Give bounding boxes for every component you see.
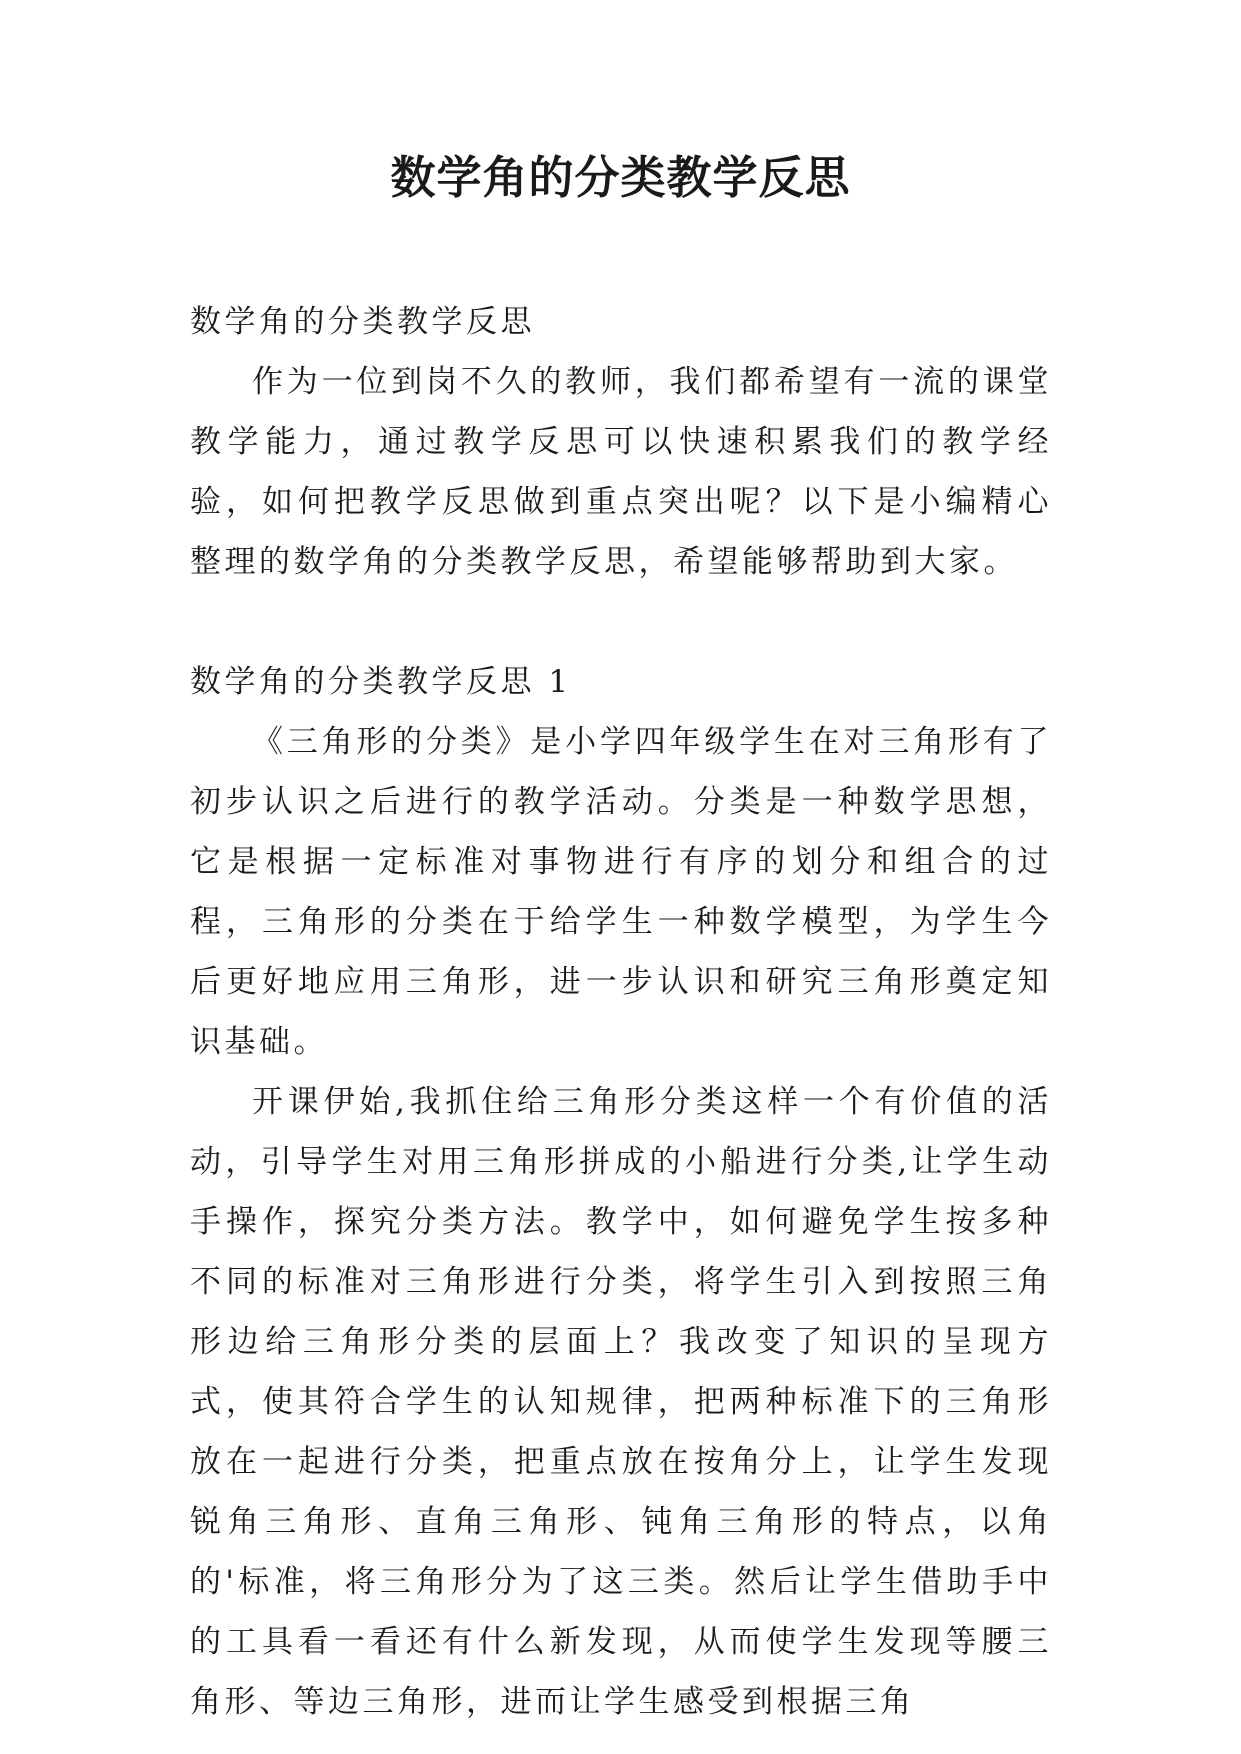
body-paragraph-2: 开课伊始,我抓住给三角形分类这样一个有价值的活动，引导学生对用三角形拼成的小船进行分类,让学生动手操作，探究分类方法。教学中，如何避免学生按多种不同的标准对三角形进行分类，将学生引入到按照三角形边给三角形分类的层面上？我改变了知识的呈现方式，使其符合学生的认知规律，把两种标准下的三角形放在一起进行分类，把重点放在按角分上，让学生发现锐角三角形、直角三角形、钝角三角形的特点，以角的'标准，将三角形分为了这三类。然后让学生借助手中的工具看一看还有什么新发现，从而使学生发现等腰三角形、等边三角形，进而让学生感受到根据三角 [190, 1084, 1052, 1720]
section-heading-intro: 数学角的分类教学反思 [190, 304, 535, 340]
section-heading-1: 数学角的分类教学反思 1 [190, 664, 572, 700]
intro-paragraph: 作为一位到岗不久的教师，我们都希望有一流的课堂教学能力，通过教学反思可以快速积累我们的教学经验，如何把教学反思做到重点突出呢？以下是小编精心整理的数学角的分类教学反思，希望能够帮助到大家。 [190, 364, 1052, 580]
body-paragraph-1: 《三角形的分类》是小学四年级学生在对三角形有了初步认识之后进行的教学活动。分类是一种数学思想，它是根据一定标准对事物进行有序的划分和组合的过程，三角形的分类在于给学生一种数学模型，为学生今后更好地应用三角形，进一步认识和研究三角形奠定知识基础。 [190, 724, 1052, 1060]
document-body [190, 292, 1052, 1732]
document-title: 数学角的分类教学反思 [390, 151, 851, 204]
